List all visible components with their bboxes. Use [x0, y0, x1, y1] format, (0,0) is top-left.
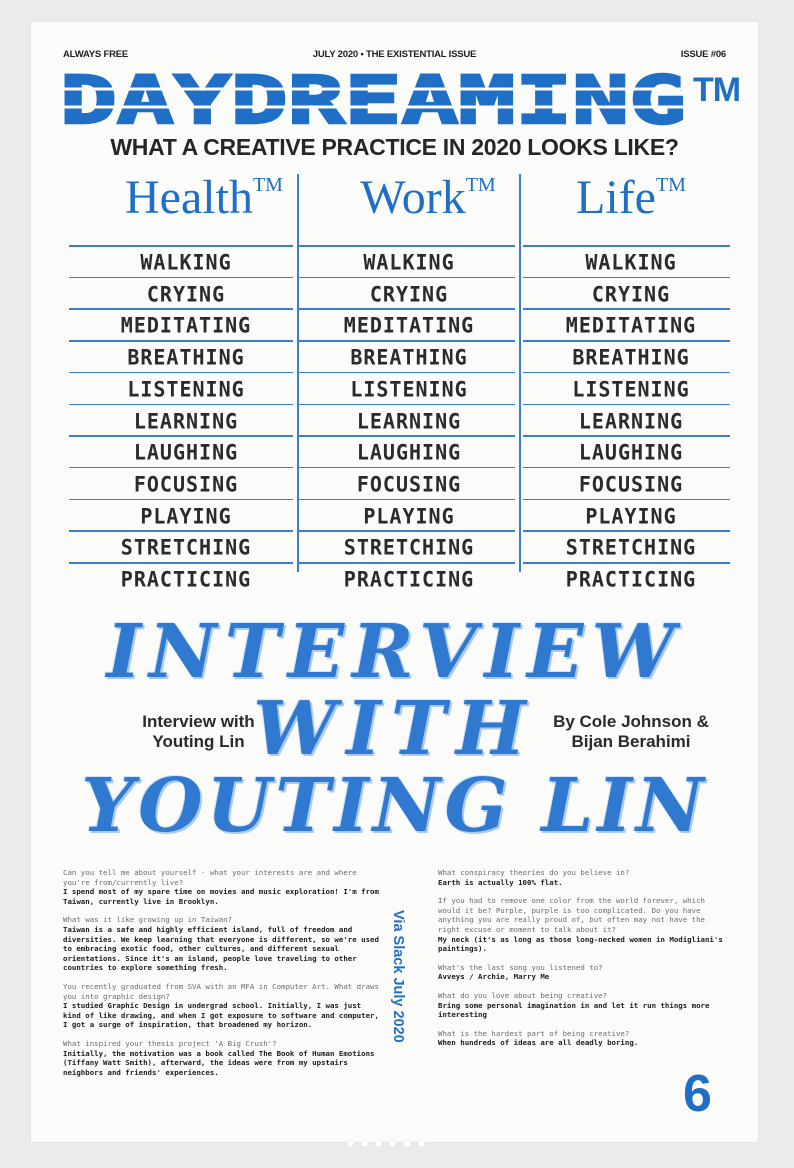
activity-cell: FOCUSING — [133, 470, 239, 497]
row-rule — [69, 308, 293, 310]
row-rule — [523, 404, 730, 406]
row-rule — [69, 562, 293, 564]
row-rule — [69, 467, 293, 469]
row-rule — [69, 404, 293, 406]
via-slack-label: Via Slack July 2020 — [390, 910, 406, 1043]
carousel-dot[interactable] — [361, 1140, 368, 1147]
activity-cell: LISTENING — [572, 375, 690, 402]
qa-item: You recently graduated from SVA with an MFA in Computer Art. What draws you into graphic design? I studied Graphic Design in undergrad school. Initially, I was just kind of like drawing, and when I got exposure to software and computer, I got a surge of inspiration, that broadened my horizon. — [63, 981, 379, 1030]
row-rule — [523, 308, 730, 310]
activity-cell: BREATHING — [572, 344, 690, 371]
decorative-title-line1: INTERVIEW — [106, 609, 683, 695]
activity-cell: LEARNING — [578, 407, 684, 434]
qa-item: What's the last song you listened to? Avveys / Archie, Marry Me — [438, 962, 603, 982]
qa-column-left — [63, 868, 381, 1086]
activity-cell: MEDITATING — [343, 312, 475, 339]
page-number: 6 — [683, 1065, 712, 1123]
qa-item: If you had to remove one color from the world forever, which would it be? Purple, purple is too complicated. Do you have anything you are really proud of, but often may not have the right excuse or moment to talk about it? My neck (it's as long as those long-necked women in Modigliani's paintings). — [438, 896, 723, 954]
row-rule — [69, 530, 293, 532]
row-rule — [523, 245, 730, 247]
carousel-indicator — [347, 1140, 447, 1148]
activity-cell: CRYING — [146, 280, 226, 307]
row-rule — [299, 530, 515, 532]
activity-cell: FOCUSING — [356, 470, 462, 497]
row-rule — [523, 277, 730, 279]
activity-cell: BREATHING — [127, 344, 245, 371]
activity-cell: WALKING — [140, 249, 232, 275]
masthead-title: DAYDREAMING — [60, 69, 686, 131]
header-right: ISSUE #06 — [680, 49, 726, 60]
row-rule — [299, 404, 515, 406]
row-rule — [69, 499, 293, 501]
carousel-dot[interactable] — [418, 1140, 425, 1147]
activity-cell: CRYING — [369, 280, 449, 307]
carousel-dot[interactable] — [389, 1140, 396, 1147]
header-left: ALWAYS FREE — [63, 49, 129, 60]
qa-item: Can you tell me about yourself - what your interests are and where you're from/currently live? I spend most of my spare time on movies and music exploration! I'm from Taiwan, currently live in Brooklyn. — [63, 868, 379, 906]
activity-cell: LAUGHING — [578, 439, 684, 466]
column-header-work: Work™ — [360, 171, 496, 224]
activity-cell: LEARNING — [133, 407, 239, 434]
row-rule — [523, 467, 730, 469]
row-rule — [299, 435, 515, 437]
qa-item: What was it like growing up in Taiwan? Taiwan is a safe and highly efficient island, full of freedom and diversities. We keep learning that everyone is different, so we're used to embracing exotic food, other cultures, and different sexual orientations. Since it's an island, people love traveling to other countries to explore something fresh. — [63, 915, 379, 973]
row-rule — [523, 530, 730, 532]
row-rule — [299, 277, 515, 279]
row-rule — [69, 245, 293, 247]
row-rule — [299, 467, 515, 469]
activity-cell: PLAYING — [585, 502, 677, 529]
row-rule — [299, 308, 515, 310]
activity-cell: STRETCHING — [120, 534, 252, 561]
row-rule — [523, 435, 730, 437]
activity-cell: WALKING — [363, 249, 455, 275]
row-rule — [299, 372, 515, 374]
activity-cell: CRYING — [591, 280, 671, 307]
qa-item: What conspiracy theories do you believe in? Earth is actually 100% flat. — [438, 868, 630, 887]
decorative-title-line2: WITH — [253, 686, 536, 772]
carousel-dot-active[interactable] — [403, 1140, 411, 1148]
activity-cell: PLAYING — [363, 502, 455, 529]
decorative-title-line3: YOUTING LIN — [81, 763, 708, 849]
row-rule — [299, 499, 515, 501]
activity-cell: LEARNING — [356, 407, 462, 434]
activity-cell: STRETCHING — [565, 534, 697, 561]
activity-cell: LISTENING — [350, 375, 468, 402]
qa-item: What is the hardest part of being creative? When hundreds of ideas are all deadly boring. — [438, 1028, 639, 1048]
carousel-dot[interactable] — [375, 1140, 382, 1147]
interview-with-label: Interview with Youting Lin — [142, 712, 255, 751]
row-rule — [69, 435, 293, 437]
row-rule — [69, 372, 293, 374]
activity-cell: PRACTICING — [565, 566, 697, 592]
activity-cell: LISTENING — [127, 375, 245, 402]
column-header-life: Life™ — [576, 171, 686, 224]
row-rule — [299, 245, 515, 247]
magazine-page — [31, 22, 758, 1142]
row-rule — [523, 499, 730, 501]
activity-cell: LAUGHING — [356, 439, 462, 466]
activity-cell: BREATHING — [350, 344, 468, 371]
masthead-logo — [57, 69, 689, 131]
activity-cell: MEDITATING — [120, 312, 252, 339]
activity-cell: PLAYING — [140, 502, 232, 529]
byline: By Cole Johnson & Bijan Berahimi — [553, 712, 709, 751]
activity-cell: PRACTICING — [120, 566, 252, 592]
page-question: WHAT A CREATIVE PRACTICE IN 2020 LOOKS LIKE? — [110, 134, 679, 160]
qa-item: What inspired your thesis project 'A Big Crush'? Initially, the motivation was a book called The Book of Human Emotions (Tiffany Watt Smith), afterward, the ideas were from my upstairs neighbors and friends' experiences. — [63, 1038, 375, 1077]
row-rule — [523, 340, 730, 342]
activity-cell: LAUGHING — [133, 439, 239, 466]
row-rule — [69, 277, 293, 279]
activity-cell: MEDITATING — [565, 312, 697, 339]
row-rule — [523, 562, 730, 564]
row-rule — [523, 372, 730, 374]
header-center: JULY 2020 • THE EXISTENTIAL ISSUE — [312, 49, 477, 60]
row-rule — [299, 562, 515, 564]
carousel-dot[interactable] — [347, 1140, 354, 1147]
qa-column-right — [438, 868, 728, 1057]
column-header-health: Health™ — [125, 171, 283, 224]
activity-cell: WALKING — [585, 249, 677, 275]
row-rule — [299, 340, 515, 342]
qa-item: What do you love about being creative? Bring some personal imagination in and let it run things more interesting — [438, 990, 710, 1020]
masthead-trademark: TM — [693, 71, 741, 109]
activity-cell: PRACTICING — [343, 566, 475, 592]
activity-cell: STRETCHING — [343, 534, 475, 561]
activity-cell: FOCUSING — [578, 470, 684, 497]
row-rule — [69, 340, 293, 342]
